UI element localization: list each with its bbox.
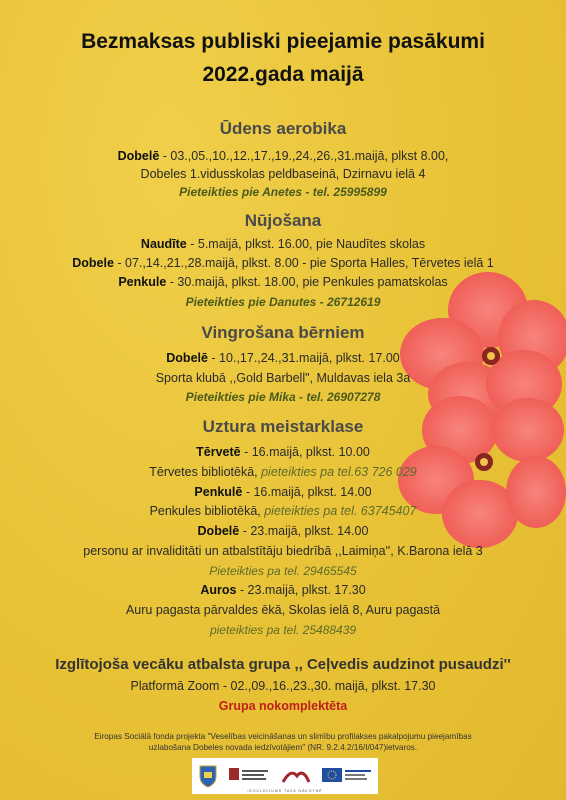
place: Dobele bbox=[72, 256, 114, 270]
uzturs-penkule-time bbox=[0, 484, 566, 500]
place: Auros bbox=[200, 583, 237, 597]
uzturs-penkule-venue bbox=[0, 503, 566, 519]
place: Penkule bbox=[118, 275, 167, 289]
section-heading-aerobika: Ūdens aerobika bbox=[219, 119, 347, 138]
place: Penkulē bbox=[194, 485, 243, 499]
schedule-text: - 30.maijā, plkst. 18.00, pie Penkules pamatskolas bbox=[166, 275, 448, 289]
section-heading-grupa: Izglītojoša vecāku atbalsta grupa ,, Ceļvedis audzinot pusaudzi'' bbox=[55, 656, 511, 673]
aerobika-signup: Pieteikties pie Anetes - tel. 25995899 bbox=[179, 185, 387, 199]
venue-text: Penkules bibliotēkā, bbox=[149, 504, 265, 518]
vingrosana-venue: Sporta klubā ,,Gold Barbell", Muldavas iela 3a bbox=[155, 371, 411, 385]
sponsor-logos bbox=[192, 758, 378, 794]
place: Tērvetē bbox=[196, 445, 241, 459]
section-heading-vingrosana: Vingrošana bērniem bbox=[201, 323, 365, 342]
phone-text: pieteikties pa tel. 63745407 bbox=[264, 504, 417, 518]
ministry-logo-icon bbox=[229, 766, 269, 786]
schedule-text: - 07.,14.,21.,28.maijā, plkst. 8.00 - pie Sporta Halles, Tērvetes ielā 1 bbox=[113, 256, 494, 270]
phone-text: pieteikties pa tel.63 726 029 bbox=[261, 465, 417, 479]
nujosana-row bbox=[0, 274, 566, 290]
venue-text: Tērvetes bibliotēkā, bbox=[149, 465, 262, 479]
place: Dobelē bbox=[197, 524, 240, 538]
uzturs-dobele-phone: Pieteikties pa tel. 29465545 bbox=[209, 564, 357, 578]
schedule-text: - 23.maijā, plkst. 14.00 bbox=[239, 524, 369, 538]
section-heading-nujosana: Nūjošana bbox=[244, 211, 322, 230]
uzturs-dobele-venue: personu ar invaliditāti un atbalstītāju biedrībā ,,Laimiņa'', K.Barona ielā 3 bbox=[83, 544, 483, 558]
uzturs-tervete-venue bbox=[0, 464, 566, 480]
footer-line1: Eiropas Sociālā fonda projekta "Veselības veicināšanas un slimību profilakses pakalpojumu pieejamības bbox=[94, 732, 472, 741]
schedule-text: - 03.,05.,10.,12.,17.,19.,24.,26.,31.maijā, plkst 8.00, bbox=[159, 149, 449, 163]
aerobika-venue: Dobeles 1.vidusskolas peldbaseinā, Dzirnavu ielā 4 bbox=[140, 167, 426, 181]
coat-of-arms-icon bbox=[198, 764, 218, 788]
section-heading-uzturs: Uztura meistarklase bbox=[202, 417, 364, 436]
uzturs-dobele-time bbox=[0, 523, 566, 539]
vingrosana-signup: Pieteikties pie Mika - tel. 26907278 bbox=[185, 390, 381, 404]
page-title-line1: Bezmaksas publiski pieejamie pasākumi bbox=[81, 30, 485, 53]
nujosana-row bbox=[0, 255, 566, 271]
schedule-text: - 16.maijā, plkst. 10.00 bbox=[240, 445, 370, 459]
aerobika-schedule bbox=[0, 148, 566, 164]
grupa-schedule: Platformā Zoom - 02.,09.,16.,23.,30. maijā, plkst. 17.30 bbox=[130, 679, 436, 693]
uzturs-auri-phone: pieteikties pa tel. 25488439 bbox=[209, 623, 357, 637]
logo-caption: IEGULDĪJUMS TAVĀ NĀKOTNĒ bbox=[247, 789, 323, 793]
footer-line2: uzlabošana Dobeles novada iedzīvotājiem" (NR. 9.2.4.2/16/I/047)ietvaros. bbox=[148, 743, 418, 752]
schedule-text: - 23.maijā, plkst. 17.30 bbox=[236, 583, 366, 597]
nujosana-signup: Pieteikties pie Danutes - 26712619 bbox=[185, 295, 381, 309]
uzturs-auri-venue: Auru pagasta pārvaldes ēkā, Skolas ielā 8, Auru pagastā bbox=[125, 603, 441, 617]
place: Dobelē bbox=[117, 149, 160, 163]
place: Dobelē bbox=[166, 351, 208, 365]
schedule-text: - 10.,17.,24.,31.maijā, plkst. 17.00 bbox=[207, 351, 400, 365]
uzturs-tervete-time bbox=[0, 444, 566, 460]
nujosana-row bbox=[0, 236, 566, 252]
schedule-text: - 16.maijā, plkst. 14.00 bbox=[242, 485, 372, 499]
vingrosana-schedule bbox=[0, 350, 566, 366]
schedule-text: - 5.maijā, plkst. 16.00, pie Naudītes skolas bbox=[186, 237, 426, 251]
status-badge: Grupa nokomplektēta bbox=[218, 699, 348, 713]
uzturs-auri-time bbox=[0, 582, 566, 598]
eu-flag-icon bbox=[322, 766, 372, 786]
page-title-line2: 2022.gada maijā bbox=[202, 63, 364, 86]
place: Naudīte bbox=[140, 237, 187, 251]
nap-logo-icon bbox=[281, 766, 311, 786]
